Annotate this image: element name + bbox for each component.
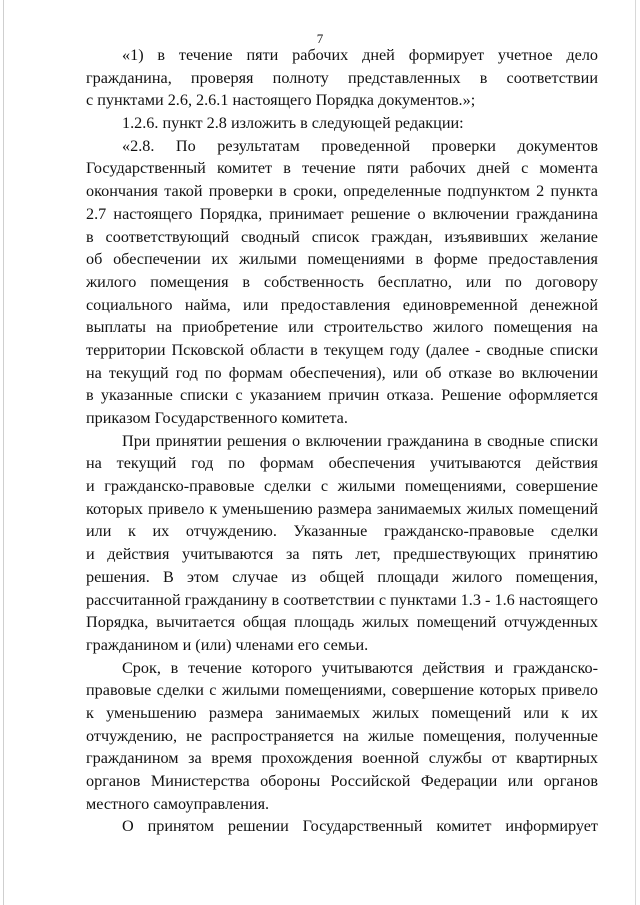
text-line: 1.2.6. пункт 2.8 изложить в следующей редакции: bbox=[122, 114, 464, 133]
text-line: гражданином и (или) членами его семьи. bbox=[86, 635, 369, 654]
text-line: рассчитанной гражданину в соответствии с пунктами 1.3 - 1.6 настоящего bbox=[86, 590, 598, 609]
text-line: об обеспечении их жилыми помещениями в форме предоставления bbox=[86, 250, 598, 269]
text-line: отчуждению, не распространяется на жилые помещения, полученные bbox=[86, 726, 598, 745]
text-line: правовые сделки с жилыми помещениями, совершение которых привело bbox=[86, 681, 598, 700]
text-line: Порядка, вычитается общая площадь жилых помещений отчужденных bbox=[86, 613, 598, 632]
page-number: 7 bbox=[316, 31, 324, 46]
text-line: которых привело к уменьшению размера занимаемых жилых помещений bbox=[86, 499, 598, 518]
text-line: При принятии решения о включении гражданина в сводные списки bbox=[122, 431, 598, 450]
text-line: 2.7 настоящего Порядка, принимает решение о включении гражданина bbox=[86, 204, 598, 223]
text-line: Срок, в течение которого учитываются действия и гражданско- bbox=[122, 658, 598, 677]
text-line: жилого помещения в собственность бесплатно, или по договору bbox=[86, 272, 598, 291]
text-line: и гражданско-правовые сделки с жилыми помещениями, совершение bbox=[86, 477, 598, 496]
text-line: местного самоуправления. bbox=[86, 794, 270, 813]
text-line: «2.8. По результатам проведенной проверки документов bbox=[122, 136, 598, 155]
text-line: решения. В этом случае из общей площади жилого помещения, bbox=[86, 567, 598, 586]
text-line: О принятом решении Государственный комитет информирует bbox=[122, 817, 598, 836]
text-line: или к их отчуждению. Указанные гражданско-правовые сделки bbox=[86, 522, 598, 541]
text-line: в указанные списки с указанием причин отказа. Решение оформляется bbox=[86, 386, 598, 405]
text-line: гражданина, проверяя полноту представленных в соответствии bbox=[86, 68, 598, 87]
text-line: на текущий год по формам обеспечения учитываются действия bbox=[86, 454, 598, 473]
text-line: выплаты на приобретение или строительство жилого помещения на bbox=[86, 318, 598, 337]
text-line: в соответствующий сводный список граждан, изъявивших желание bbox=[86, 227, 598, 246]
text-line: на текущий год по формам обеспечения), или об отказе во включении bbox=[86, 363, 598, 382]
body-text bbox=[86, 44, 598, 838]
scan-edge-right bbox=[635, 0, 636, 905]
text-line: и действия учитываются за пять лет, предшествующих принятию bbox=[86, 545, 598, 564]
text-line: «1) в течение пяти рабочих дней формирует учетное дело bbox=[122, 46, 598, 64]
text-line: гражданином за время прохождения военной службы от квартирных bbox=[86, 749, 598, 768]
text-line: окончания такой проверки в сроки, определенные подпунктом 2 пункта bbox=[86, 182, 598, 201]
text-line: к уменьшению размера занимаемых жилых помещений или к их bbox=[86, 703, 598, 722]
text-line: органов Министерства обороны Российской Федерации или органов bbox=[86, 772, 598, 790]
text-line: Государственный комитет в течение пяти рабочих дней с момента bbox=[86, 159, 598, 178]
text-line: приказом Государственного комитета. bbox=[86, 409, 348, 427]
text-line: социального найма, или предоставления единовременной денежной bbox=[86, 295, 598, 314]
text-line: с пунктами 2.6, 2.6.1 настоящего Порядка документов.»; bbox=[86, 91, 476, 110]
text-line: территории Псковской области в текущем году (далее - сводные списки bbox=[86, 340, 598, 359]
scan-edge-left bbox=[3, 0, 4, 905]
